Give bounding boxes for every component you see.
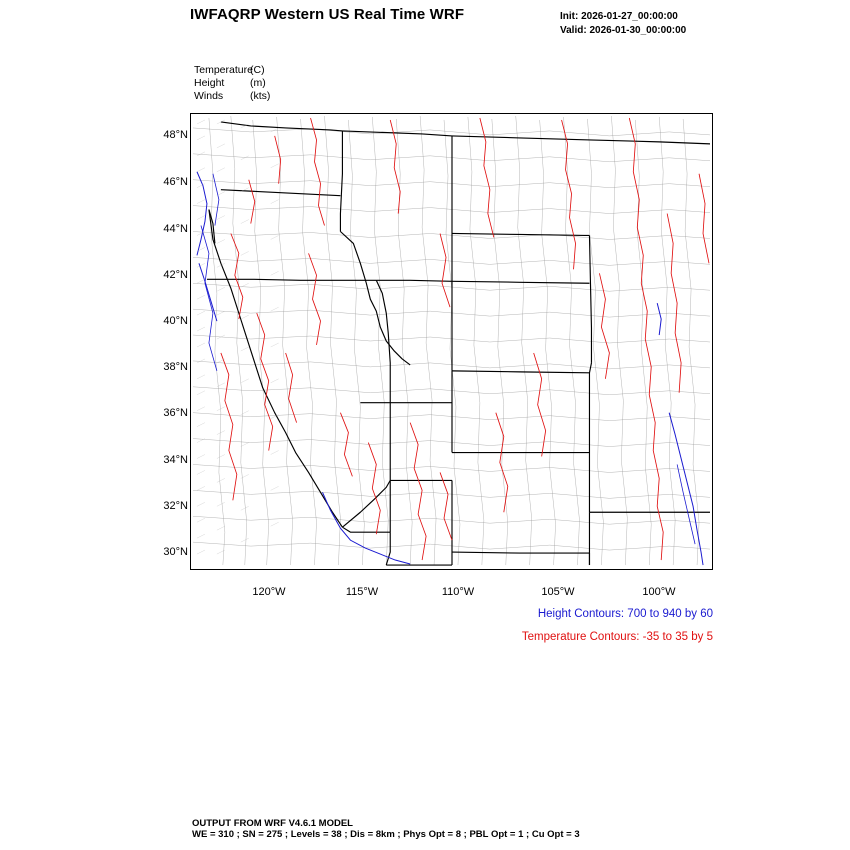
model-output-line: OUTPUT FROM WRF V4.6.1 MODEL — [192, 818, 353, 829]
lat-label-40n: 40°N — [163, 315, 188, 327]
legend-winds-label: Winds — [194, 90, 224, 102]
lon-label-120w: 120°W — [252, 586, 286, 598]
legend-temperature-label: Temperature — [194, 64, 253, 76]
valid-label: Valid: — [560, 25, 587, 36]
model-config-line: WE = 310 ; SN = 275 ; Levels = 38 ; Dis = 8km ; Phys Opt = 8 ; PBL Opt = 1 ; Cu Opt = 3 — [192, 829, 580, 840]
temperature-contours-layer — [221, 118, 709, 560]
lon-label-100w: 100°W — [642, 586, 676, 598]
lat-label-34n: 34°N — [163, 454, 188, 466]
page-title: IWFAQRP Western US Real Time WRF — [190, 6, 465, 23]
height-contours-caption: Height Contours: 700 to 940 by 60 — [537, 608, 713, 620]
map-canvas[interactable] — [190, 113, 713, 570]
lat-label-30n: 30°N — [163, 546, 188, 558]
legend-temperature — [194, 64, 265, 76]
state-borders-layer — [207, 122, 710, 565]
lon-label-105w: 105°W — [541, 586, 575, 598]
lat-label-38n: 38°N — [163, 361, 188, 373]
wind-barb-layer — [197, 120, 279, 554]
legend-temperature-units: (C) — [250, 64, 265, 76]
lat-label-42n: 42°N — [163, 269, 188, 281]
height-contours-layer — [201, 174, 695, 544]
temperature-contours-caption: Temperature Contours: -35 to 35 by 5 — [521, 631, 713, 643]
lon-label-115w: 115°W — [345, 586, 379, 598]
map-graphics — [191, 114, 712, 569]
lat-label-36n: 36°N — [163, 407, 188, 419]
lat-label-46n: 46°N — [163, 176, 188, 188]
legend-height-label: Height — [194, 77, 225, 89]
init-label: Init: — [560, 11, 579, 22]
lat-label-44n: 44°N — [163, 223, 188, 235]
water-and-coast-layer — [197, 172, 703, 565]
legend-winds — [194, 90, 270, 102]
legend-winds-units: (kts) — [250, 90, 271, 102]
valid-time-line — [560, 25, 686, 36]
legend-height — [194, 77, 266, 89]
lon-label-110w: 110°W — [441, 586, 475, 598]
lat-label-32n: 32°N — [163, 500, 188, 512]
init-value: 2026-01-27_00:00:00 — [581, 11, 678, 22]
valid-value: 2026-01-30_00:00:00 — [589, 25, 687, 36]
lat-label-48n: 48°N — [163, 129, 188, 141]
init-time-line — [560, 11, 678, 22]
legend-height-units: (m) — [250, 77, 266, 89]
